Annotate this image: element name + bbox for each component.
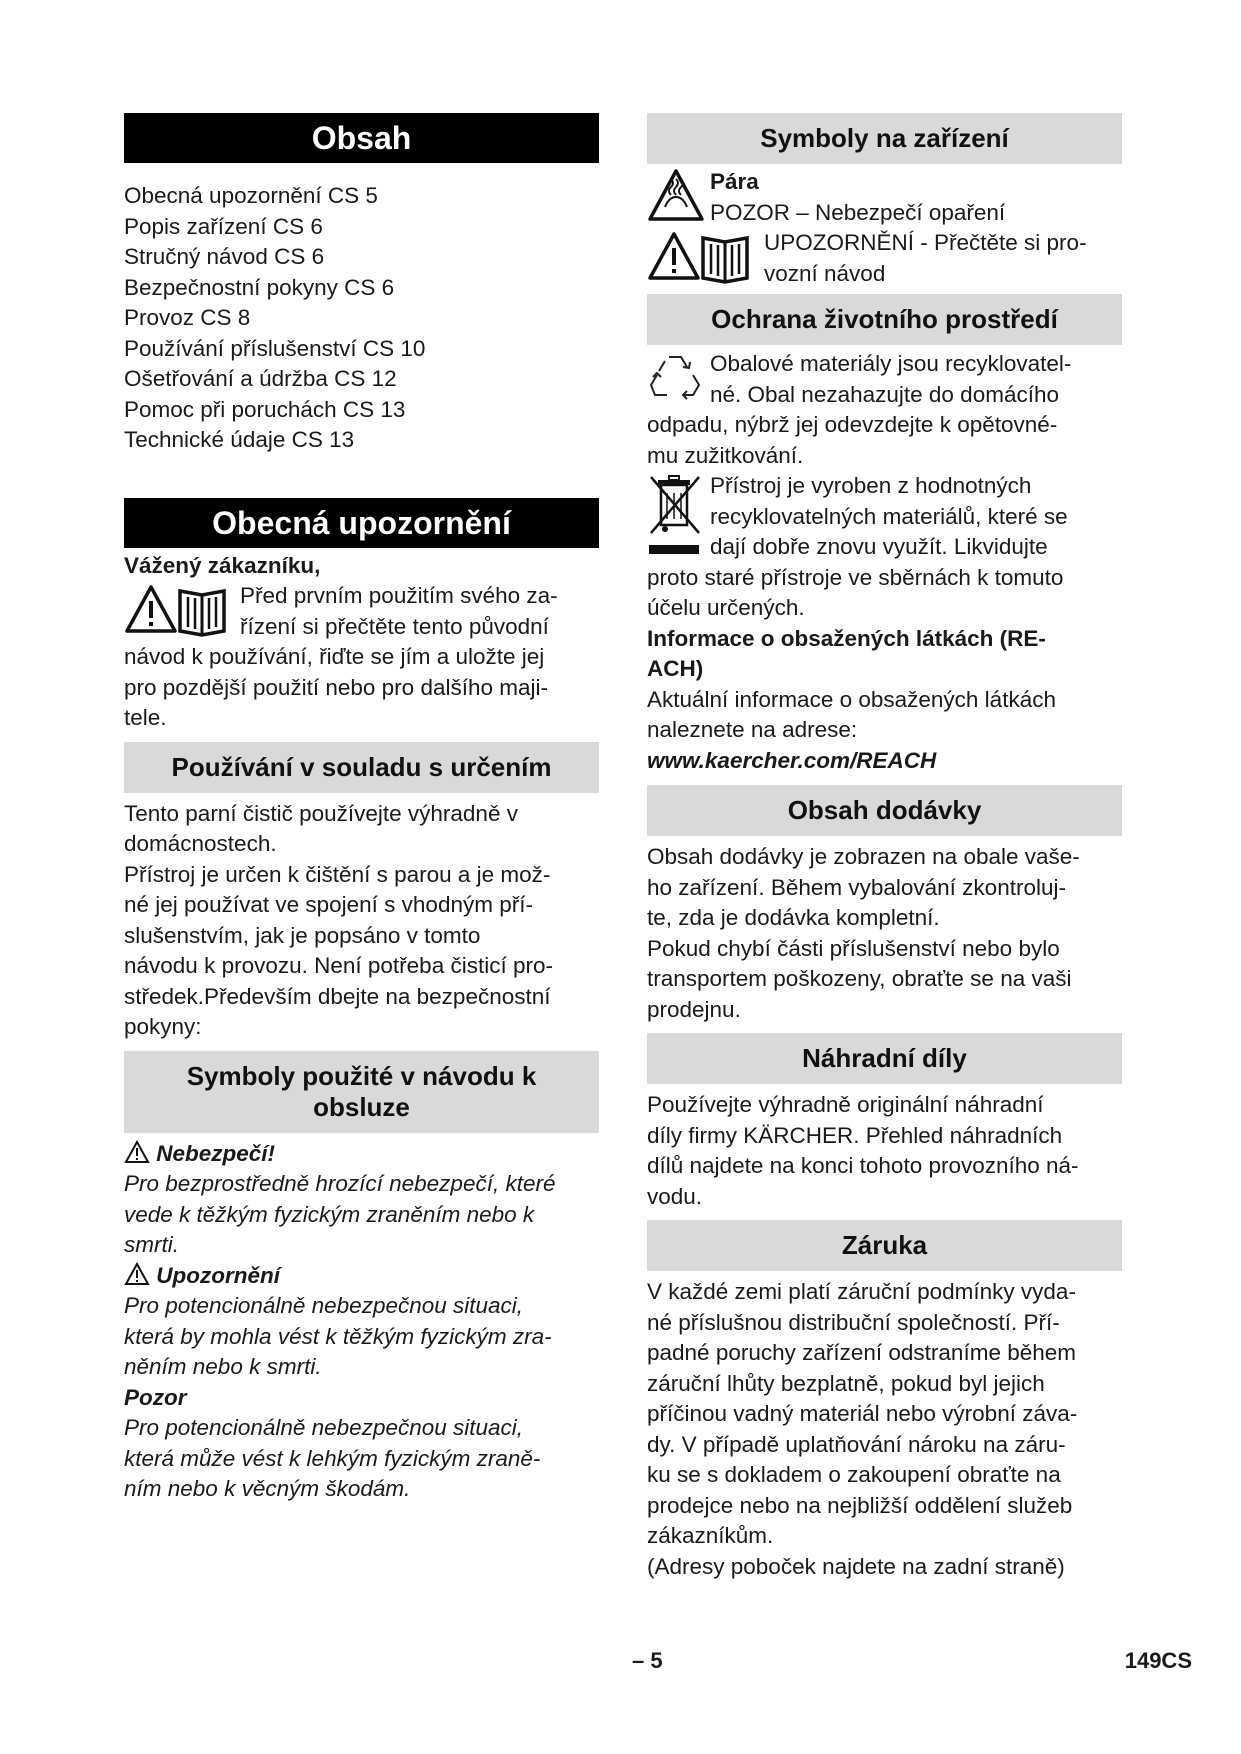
text-line: naleznete na adrese: <box>647 717 858 742</box>
warning-triangle-icon <box>124 1263 156 1288</box>
text-line: díly firmy KÄRCHER. Přehled náhradních <box>647 1122 1063 1148</box>
intro-line: pro pozdější použití nebo pro dalšího maji- <box>124 674 548 700</box>
toc-item[interactable]: Pomoc při poruchách CS 13 <box>124 396 406 422</box>
warning-book-icon <box>647 228 764 286</box>
spare-parts-heading: Náhradní díly <box>647 1033 1122 1084</box>
warning-label-text: Upozornění <box>156 1262 281 1288</box>
text-line: mu zužitkování. <box>647 442 804 468</box>
text-line: slušenstvím, jak je popsáno v tomto <box>124 922 481 948</box>
text-line: záruční lhůty bezplatně, pokud byl jejich <box>647 1370 1045 1396</box>
salutation: Vážený zákazníku, <box>124 552 321 578</box>
text-line: transportem poškozeny, obraťte se na vaši <box>647 966 1072 991</box>
text-line: Obsah dodávky je zobrazen na obale vaše- <box>647 844 1080 869</box>
intro-line: tele. <box>124 705 167 730</box>
reach-link[interactable]: www.kaercher.com/REACH <box>647 747 937 773</box>
packaging-recycle-row <box>647 349 1122 410</box>
recycle-icon <box>647 349 710 409</box>
toc-item[interactable]: Bezpečnostní pokyny CS 6 <box>124 274 395 300</box>
text-line: Přístroj je vyroben z hodnotných <box>710 473 1032 498</box>
manual-symbols-text <box>124 1139 599 1505</box>
caution-label: Pozor <box>124 1384 187 1410</box>
steam-label: Pára <box>710 169 759 194</box>
text-line: Obalové materiály jsou recyklovatel- <box>710 351 1072 376</box>
text-line: odpadu, nýbrž jej odevzdejte k opětovné- <box>647 412 1058 437</box>
text-line: proto staré přístroje ve sběrnách k tomuto <box>647 564 1064 590</box>
left-column <box>124 113 599 1505</box>
proper-use-heading: Používání v souladu s určením <box>124 742 599 793</box>
intro-line: Před prvním použitím svého za- <box>240 583 558 608</box>
text-line: návodu k provozu. Není potřeba čisticí pro- <box>124 953 553 978</box>
text-line: recyklovatelných materiálů, které se <box>710 503 1068 529</box>
read-manual-notice <box>124 581 599 642</box>
text-line: V každé zemi platí záruční podmínky vyda- <box>647 1279 1076 1304</box>
text-line: né jej používat ve spojení s vhodným pří- <box>124 892 533 917</box>
steam-text: POZOR – Nebezpečí opaření <box>710 199 1006 225</box>
warranty-text <box>647 1277 1122 1582</box>
text-line: dají dobře znovu využít. Likvidujte <box>710 534 1048 559</box>
text-line: UPOZORNĚNÍ - Přečtěte si pro- <box>764 230 1087 255</box>
toc-item[interactable]: Technické údaje CS 13 <box>124 427 355 452</box>
text-line: prodejce nebo na nejbližší oddělení služeb <box>647 1492 1073 1518</box>
warranty-heading: Záruka <box>647 1220 1122 1271</box>
reach-title: Informace o obsažených látkách (RE- <box>647 625 1046 651</box>
warning-book-icon <box>124 581 240 642</box>
steam-symbol-row <box>647 167 1122 228</box>
weee-row <box>647 471 1122 563</box>
toc-item[interactable]: Ošetřování a údržba CS 12 <box>124 366 397 391</box>
text-line: ku se s dokladem o zakoupení obraťte na <box>647 1462 1061 1487</box>
text-line: Pro bezprostředně hrozící nebezpečí, které <box>124 1171 556 1196</box>
text-line: vede k těžkým fyzickým zraněním nebo k <box>124 1201 535 1227</box>
toc-item[interactable]: Popis zařízení CS 6 <box>124 213 323 239</box>
text-line: te, zda je dodávka kompletní. <box>647 905 940 930</box>
text-line: která může vést k lehkým fyzickým zraně- <box>124 1445 541 1471</box>
text-line: prodejnu. <box>647 996 741 1022</box>
toc-item[interactable]: Stručný návod CS 6 <box>124 244 325 269</box>
intro-line: návod k používání, řiďte se jím a uložte jej <box>124 644 545 669</box>
warning-label <box>124 1261 599 1292</box>
text-line: vozní návod <box>764 260 886 286</box>
danger-label <box>124 1139 599 1170</box>
text-line: smrti. <box>124 1232 179 1257</box>
toc-item[interactable]: Obecná upozornění CS 5 <box>124 183 378 208</box>
text-line: né. Obal nezahazujte do domácího <box>710 381 1059 407</box>
heading-line: Symboly použité v návodu k <box>186 1060 537 1091</box>
text-line: příčinou vadný materiál nebo výrobní záva- <box>647 1401 1078 1426</box>
text-line: dy. V případě uplatňování nároku na záru- <box>647 1431 1066 1457</box>
page-code: 149CS <box>1124 1648 1192 1673</box>
environment-heading: Ochrana životního prostředí <box>647 294 1122 345</box>
text-line: vodu. <box>647 1183 703 1209</box>
text-line: ho zařízení. Během vybalování zkontroluj- <box>647 874 1066 900</box>
page-number: – 5 <box>632 1648 663 1673</box>
text-line: Pokud chybí části příslušenství nebo bylo <box>647 935 1060 961</box>
text-line: Přístroj je určen k čištění s parou a je mož- <box>124 861 551 887</box>
intro-line: řízení si přečtěte tento původní <box>240 613 549 639</box>
text-line: něním nebo k smrti. <box>124 1354 322 1379</box>
text-line: Aktuální informace o obsažených látkách <box>647 686 1056 712</box>
manual-symbol-row <box>647 228 1122 289</box>
delivery-text <box>647 842 1122 1025</box>
toc-item[interactable]: Používání příslušenství CS 10 <box>124 335 426 361</box>
right-column <box>647 113 1122 1582</box>
toc-item[interactable]: Provoz CS 8 <box>124 305 251 330</box>
text-line: účelu určených. <box>647 595 805 620</box>
text-line: která by mohla vést k těžkým fyzickým zra- <box>124 1323 552 1349</box>
toc-list <box>124 181 599 456</box>
delivery-heading: Obsah dodávky <box>647 785 1122 836</box>
text-line: Pro potencionálně nebezpečnou situaci, <box>124 1293 524 1318</box>
manual-symbols-heading <box>124 1051 599 1133</box>
hot-steam-warning-icon <box>647 167 710 227</box>
heading-line: obsluze <box>313 1091 410 1122</box>
text-line: zákazníkům. <box>647 1523 774 1548</box>
text-line: středek.Především dbejte na bezpečnostní <box>124 983 551 1009</box>
text-line: ním nebo k věcným škodám. <box>124 1476 411 1501</box>
text-line: né příslušnou distribuční společností. Pří- <box>647 1309 1060 1335</box>
text-line: domácnostech. <box>124 831 277 856</box>
crossed-bin-icon <box>647 471 710 562</box>
text-line: dílů najdete na konci tohoto provozního ná- <box>647 1153 1079 1178</box>
text-line: (Adresy poboček najdete na zadní straně) <box>647 1553 1065 1579</box>
spare-parts-text <box>647 1090 1122 1212</box>
reach-title: ACH) <box>647 656 704 681</box>
proper-use-text <box>124 799 599 1043</box>
danger-label-text: Nebezpečí! <box>156 1140 276 1166</box>
warning-triangle-icon <box>124 1141 156 1166</box>
text-line: padné poruchy zařízení odstraníme během <box>647 1340 1077 1365</box>
text-line: Používejte výhradně originální náhradní <box>647 1092 1044 1117</box>
text-line: Tento parní čistič používejte výhradně v <box>124 800 518 826</box>
device-symbols-heading: Symboly na zařízení <box>647 113 1122 164</box>
toc-heading: Obsah <box>124 113 599 163</box>
text-line: Pro potencionálně nebezpečnou situaci, <box>124 1415 524 1440</box>
general-notes-heading: Obecná upozornění <box>124 498 599 548</box>
text-line: pokyny: <box>124 1014 202 1039</box>
